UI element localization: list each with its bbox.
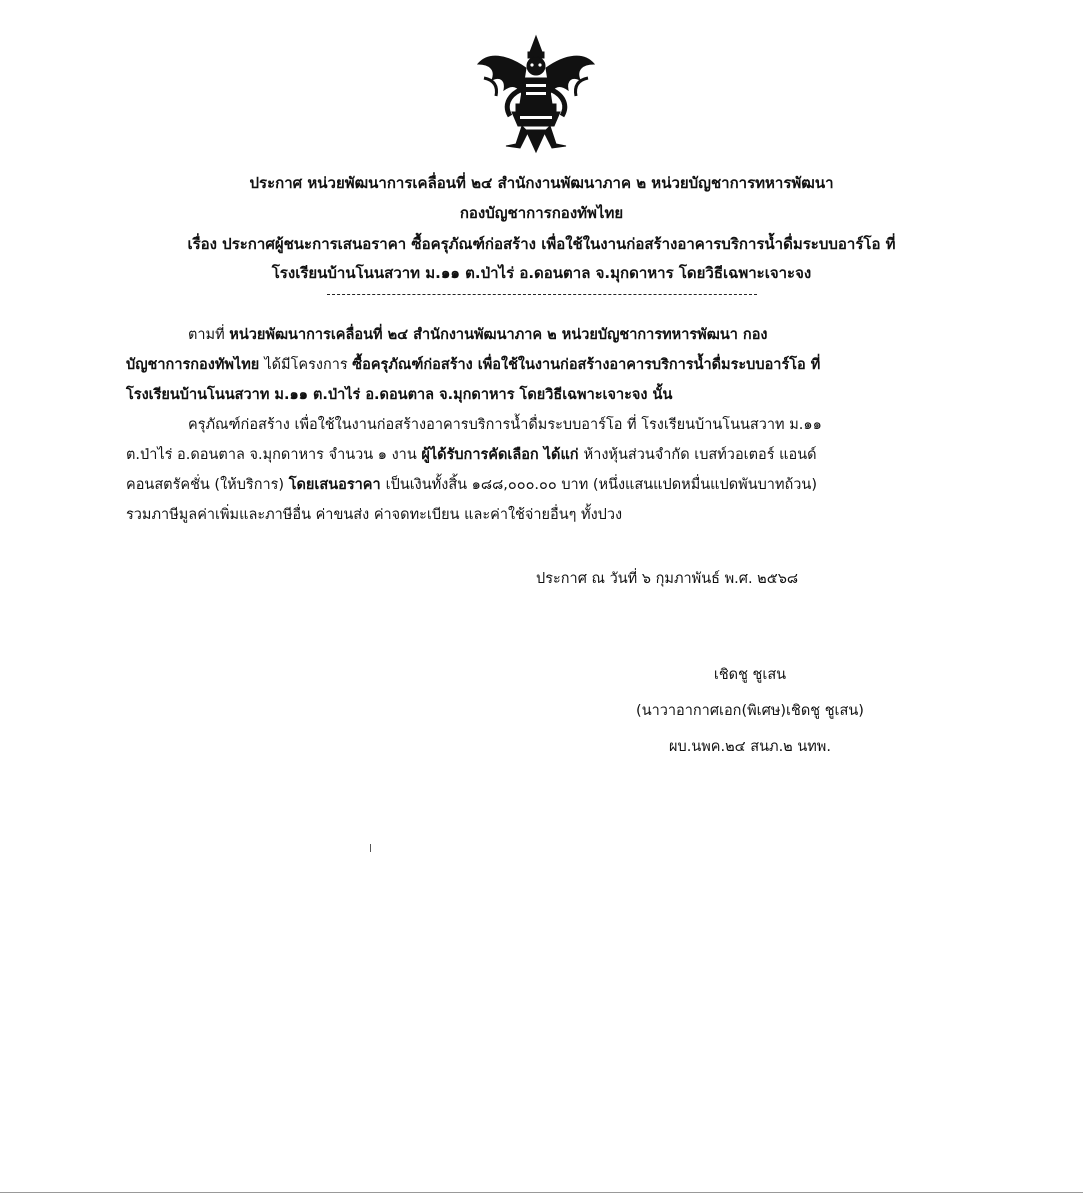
para2-price-label: โดยเสนอราคา xyxy=(288,477,386,493)
subject-line-2: โรงเรียนบ้านโนนสวาท ม.๑๑ ต.ป่าไร่ อ.ดอนตาล จ.มุกดาหาร โดยวิธีเฉพาะเจาะจง xyxy=(271,264,812,282)
para2-winner: ห้างหุ้นส่วนจำกัด เบสท์วอเตอร์ แอนด์ xyxy=(583,447,817,463)
para2-line2 xyxy=(126,444,817,466)
title-line-1: ประกาศ หน่วยพัฒนาการเคลื่อนที่ ๒๔ สำนักงานพัฒนาภาค ๒ หน่วยบัญชาการทหารพัฒนา xyxy=(249,174,834,192)
para1-agency: หน่วยพัฒนาการเคลื่อนที่ ๒๔ สำนักงานพัฒนาภาค ๒ หน่วยบัญชาการทหารพัฒนา กอง xyxy=(229,327,768,343)
para2-line3 xyxy=(126,474,817,496)
scan-speck xyxy=(370,844,371,852)
para2-price: เป็นเงินทั้งสิ้น ๑๘๘,๐๐๐.๐๐ บาท (หนึ่งแสนแปดหมื่นแปดพันบาทถ้วน) xyxy=(385,477,817,493)
para1-text: ตามที่ xyxy=(188,327,230,343)
para2-line1: ครุภัณฑ์ก่อสร้าง เพื่อใช้ในงานก่อสร้างอาคารบริการน้ำดื่มระบบอาร์โอ ที่ โรงเรียนบ้านโนนสวาท ม.๑๑ xyxy=(188,417,822,433)
para1-project: ซื้อครุภัณฑ์ก่อสร้าง เพื่อใช้ในงานก่อสร้างอาคารบริการน้ำดื่มระบบอาร์โอ ที่ xyxy=(352,357,821,373)
subject-line-1: เรื่อง ประกาศผู้ชนะการเสนอราคา ซื้อครุภัณฑ์ก่อสร้าง เพื่อใช้ในงานก่อสร้างอาคารบริการน้ำดื่มระบบอาร์โอ ที่ xyxy=(187,235,896,253)
para2-selected-label: ผู้ได้รับการคัดเลือก ได้แก่ xyxy=(421,447,584,463)
garuda-emblem-icon xyxy=(476,34,596,154)
divider-line xyxy=(327,294,757,295)
signer-name: เชิดชู ชูเสน xyxy=(713,667,787,683)
signer-position: ผบ.นพค.๒๔ สนภ.๒ นทพ. xyxy=(669,739,831,755)
para1-agency-cont: บัญชาการกองทัพไทย xyxy=(126,357,265,373)
title-line-2: กองบัญชาการกองทัพไทย xyxy=(459,204,624,222)
para1-line1 xyxy=(188,324,768,346)
para1-text: ได้มีโครงการ xyxy=(264,357,353,373)
para2-text: ต.ป่าไร่ อ.ดอนตาล จ.มุกดาหาร จำนวน ๑ งาน xyxy=(126,447,422,463)
para2-line4: รวมภาษีมูลค่าเพิ่มและภาษีอื่น ค่าขนส่ง ค่าจดทะเบียน และค่าใช้จ่ายอื่นๆ ทั้งปวง xyxy=(126,507,623,523)
scan-edge-line xyxy=(0,1192,1083,1193)
para1-line2 xyxy=(126,354,820,376)
announce-date: ประกาศ ณ วันที่ ๖ กุมภาพันธ์ พ.ศ. ๒๕๖๘ xyxy=(536,571,799,587)
signer-full-name: (นาวาอากาศเอก(พิเศษ)เชิดชู ชูเสน) xyxy=(636,703,864,719)
para2-winner-cont: คอนสตรัคชั่น (ให้บริการ) xyxy=(126,477,289,493)
para1-line3: โรงเรียนบ้านโนนสวาท ม.๑๑ ต.ป่าไร่ อ.ดอนตาล จ.มุกดาหาร โดยวิธีเฉพาะเจาะจง นั้น xyxy=(126,387,673,403)
